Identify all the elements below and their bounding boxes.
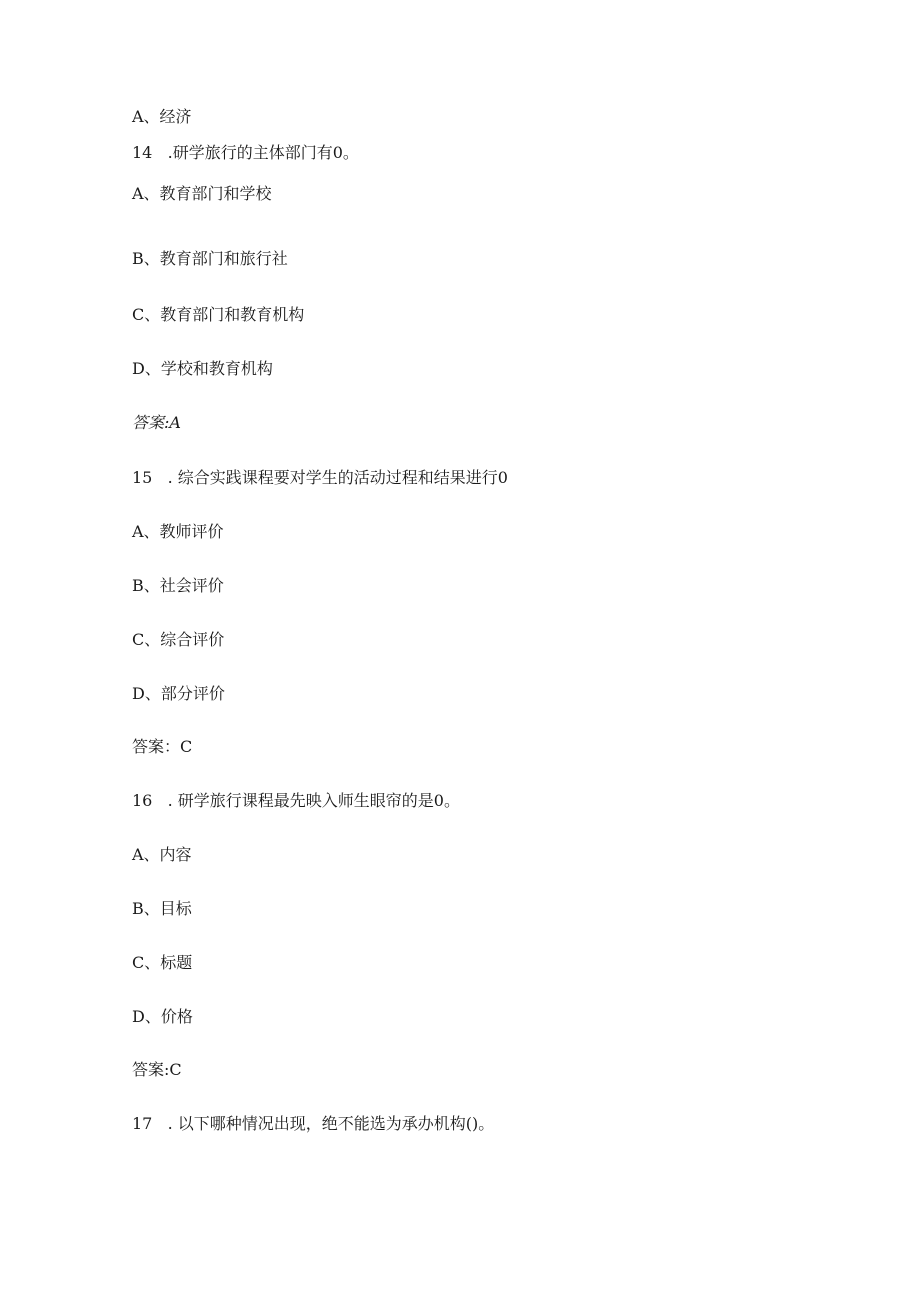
question-14: 14 .研学旅行的主体部门有0。	[132, 143, 359, 162]
answer-q16: 答案:C	[132, 1060, 182, 1079]
option-c-q15: C、综合评价	[132, 630, 225, 649]
question-15: 15 . 综合实践课程要对学生的活动过程和结果进行0	[132, 468, 508, 487]
answer-q14: 答案:A	[132, 413, 181, 432]
answer-q15: 答案：C	[132, 737, 193, 756]
option-d-q15: D、部分评价	[132, 684, 225, 703]
option-a-q15: A、教师评价	[132, 522, 224, 541]
question-17: 17 . 以下哪种情况出现，绝不能选为承办机构()。	[132, 1114, 495, 1133]
option-b-q14: B、教育部门和旅行社	[132, 249, 288, 268]
option-a-q14: A、教育部门和学校	[132, 184, 272, 203]
option-d-q16: D、价格	[132, 1007, 193, 1026]
option-a-q13: A、经济	[132, 107, 192, 126]
option-d-q14: D、学校和教育机构	[132, 359, 273, 378]
option-b-q16: B、目标	[132, 899, 192, 918]
question-16: 16 . 研学旅行课程最先映入师生眼帘的是0。	[132, 791, 460, 810]
option-b-q15: B、社会评价	[132, 576, 224, 595]
option-a-q16: A、内容	[132, 845, 192, 864]
option-c-q16: C、标题	[132, 953, 193, 972]
option-c-q14: C、教育部门和教育机构	[132, 305, 305, 324]
